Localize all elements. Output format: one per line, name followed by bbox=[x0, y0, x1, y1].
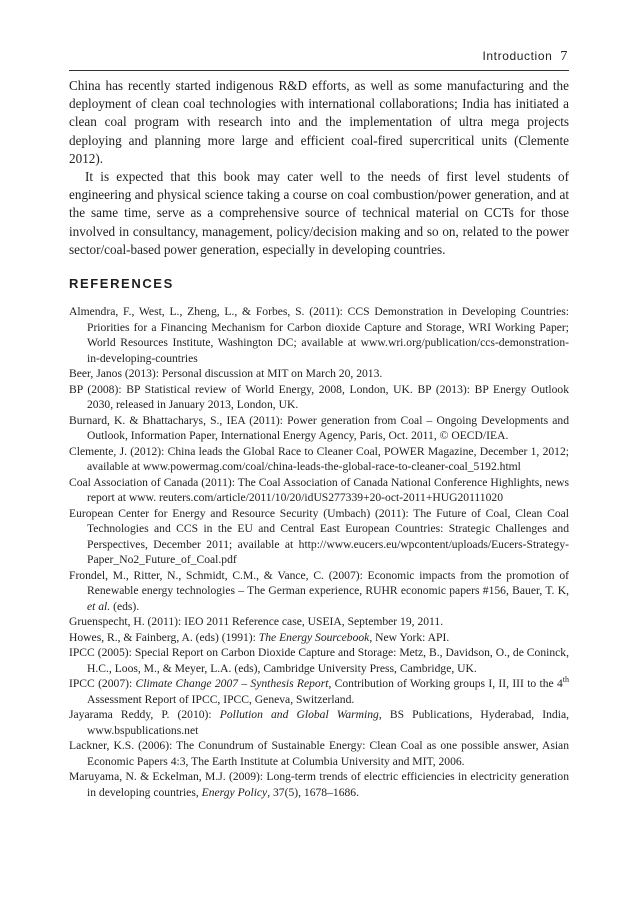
reference-item: IPCC (2005): Special Report on Carbon Dioxide Capture and Storage: Metz, B., Davidson, O., de Coninck, H.C., Loos, M., & Meyer, L.A. (eds), Cambridge University Press, Cambridge, UK. bbox=[69, 646, 569, 675]
page-number: 7 bbox=[560, 49, 568, 64]
paragraph: It is expected that this book may cater well to the needs of first level students of engineering and physical science taking a course on coal combustion/power generation, and at the same time, serve as a comprehensive source of technical material on CCTs for those involved in consultancy, management, policy/decision making and so on, related to the power sector/coal-based power generation, especially in developing countries. bbox=[69, 169, 569, 257]
reference-item: Almendra, F., West, L., Zheng, L., & Forbes, S. (2011): CCS Demonstration in Developing Countries: Priorities for a Financing Mechanism for Carbon dioxide Capture and Storage, WRI Working Paper; World Resources Institute, Washington DC; available at www.wri.org/publication/ccs-demonstration-in-developing-countries bbox=[69, 305, 569, 365]
references-heading: REFERENCES bbox=[69, 276, 174, 291]
reference-item: Frondel, M., Ritter, N., Schmidt, C.M., & Vance, C. (2007): Economic impacts from the promotion of Renewable energy technologies – The German experience, RUHR economic papers #156, Bauer, T. K, et al. (eds). bbox=[69, 568, 569, 613]
running-head bbox=[482, 49, 568, 65]
reference-item: Burnard, K. & Bhattacharys, S., IEA (2011): Power generation from Coal – Ongoing Developments and Outlook, Information Paper, International Energy Agency, Paris, Oct. 2011, © OECD/IEA. bbox=[69, 413, 569, 442]
paragraph: China has recently started indigenous R&D efforts, as well as some manufacturing and the deployment of clean coal technologies with international collaborations; India has initiated a clean coal program with research into and the implementation of ultra mega projects deploying and planning more large and efficient coal-fired supercritical units (Clemente 2012). bbox=[69, 78, 569, 166]
reference-item: Clemente, J. (2012): China leads the Global Race to Cleaner Coal, POWER Magazine, December 1, 2012; available at www.powermag.com/coal/china-leads-the-global-race-to-cleaner-coal_5192.html bbox=[69, 444, 569, 473]
reference-item: IPCC (2007): Climate Change 2007 – Synthesis Report, Contribution of Working groups I, II, III to the 4th Assessment Report of IPCC, IPCC, Geneva, Switzerland. bbox=[69, 675, 569, 706]
header-rule bbox=[69, 70, 569, 71]
reference-item: Gruenspecht, H. (2011): IEO 2011 Reference case, USEIA, September 19, 2011. bbox=[69, 615, 444, 628]
section-title: Introduction bbox=[482, 49, 553, 63]
reference-item: Maruyama, N. & Eckelman, M.J. (2009): Long-term trends of electric efficiencies in electricity generation in developing countries, Energy Policy, 37(5), 1678–1686. bbox=[69, 770, 569, 799]
reference-item: Beer, Janos (2013): Personal discussion at MIT on March 20, 2013. bbox=[69, 367, 383, 380]
body-text bbox=[69, 77, 569, 259]
reference-item: Coal Association of Canada (2011): The Coal Association of Canada National Conference Highlights, news report at www. reuters.com/article/2011/10/20/idUS277339+20-oct-2011+HUG20111020 bbox=[69, 475, 569, 504]
reference-item: BP (2008): BP Statistical review of World Energy, 2008, London, UK. BP (2013): BP Energy Outlook 2030, released in January 2013, London, UK. bbox=[69, 382, 569, 411]
reference-item: Lackner, K.S. (2006): The Conundrum of Sustainable Energy: Clean Coal as one possible answer, Asian Economic Papers 4:3, The Earth Institute at Columbia University and MIT, 2006. bbox=[69, 739, 569, 768]
reference-item: European Center for Energy and Resource Security (Umbach) (2011): The Future of Coal, Clean Coal Technologies and CCS in the EU and Central East European Countries: Strategic Challenges and Perspectives, December 2011; available at http://www.eucers.eu/wpcontent/uploads/Eucers-Strategy-Paper_No2_Future_of_Coal.pdf bbox=[69, 506, 569, 566]
reference-list bbox=[69, 304, 569, 800]
reference-item: Howes, R., & Fainberg, A. (eds) (1991): The Energy Sourcebook, New York: API. bbox=[69, 630, 450, 644]
reference-item: Jayarama Reddy, P. (2010): Pollution and Global Warming, BS Publications, Hyderabad, India, www.bspublications.net bbox=[69, 708, 569, 737]
